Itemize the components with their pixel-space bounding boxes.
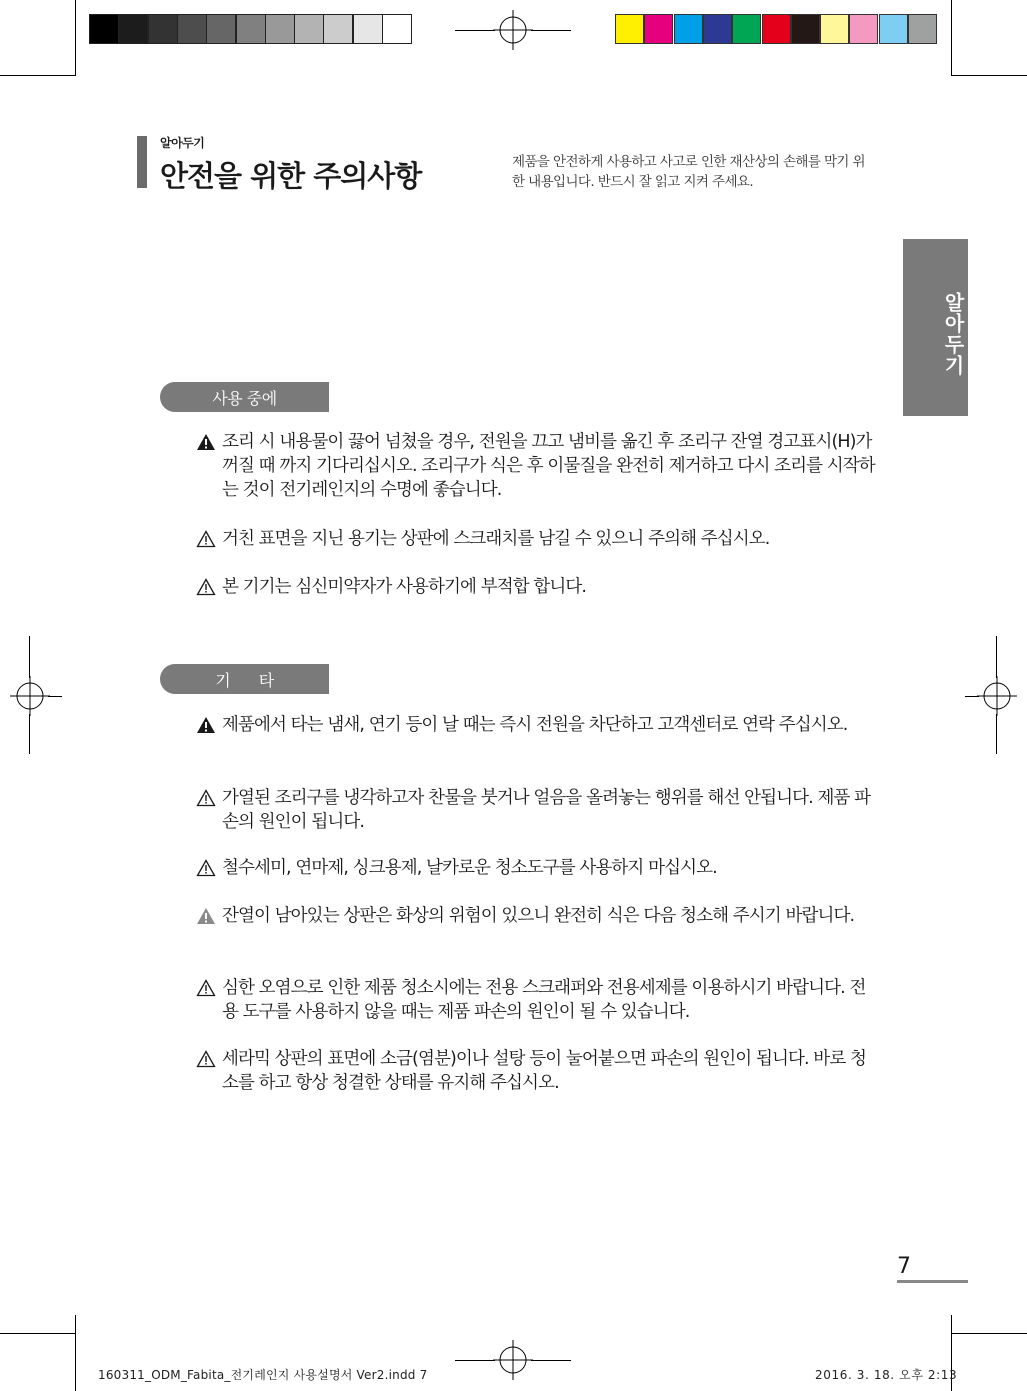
item-text: 제품에서 타는 냄새, 연기 등이 날 때는 즉시 전원을 차단하고 고객센터로 연락 주십시오. [222,715,848,735]
list-item [196,527,876,551]
color-swatch [908,14,937,44]
color-swatch [615,14,644,44]
gray-swatch [323,14,353,44]
header-accent-bar [137,136,147,188]
color-swatch [849,14,878,44]
item-text: 거친 표면을 지닌 용기는 상판에 스크래치를 남길 수 있으니 주의해 주십시오. [222,529,770,549]
page-title: 안전을 위한 주의사항 [160,159,422,193]
color-swatch [879,14,908,44]
list-item [196,575,876,599]
gray-swatch [382,14,412,44]
section-label-in-use: 사용 중에 [160,382,329,412]
warning-outline-icon [196,578,216,596]
section-label-other: 기 타 [160,664,329,694]
color-swatch [791,14,820,44]
print-timestamp: 2016. 3. 18. 오후 2:13 [815,1368,958,1382]
list-item [196,976,876,1024]
item-text: 조리 시 내용물이 끓어 넘쳤을 경우, 전원을 끄고 냄비를 옮긴 후 조리구 잔열 경고표시(H)가 꺼질 때 까지 기다리십시오. 조리구가 식은 후 이물질을 완전히 제거하고 다시 조리를 시작하는 것이 전기레인지의 수명에 좋습니다. [222,432,875,500]
page-number-underline [897,1280,968,1283]
list-item [196,1047,876,1095]
list-item [196,713,876,737]
list-item [196,430,876,502]
warning-filled-icon [196,716,216,734]
side-tab-label: 알아두기 [941,291,965,376]
color-swatch [820,14,849,44]
list-item [196,904,876,928]
item-text: 본 기기는 심신미약자가 사용하기에 부적합 합니다. [222,577,587,597]
color-swatch [732,14,761,44]
item-text: 잔열이 남아있는 상판은 화상의 위험이 있으니 완전히 식은 다음 청소해 주시기 바랍니다. [222,906,855,926]
warning-outline-icon [196,1050,216,1068]
registration-mark-right [977,676,1017,716]
registration-mark-top [493,10,533,50]
gray-swatch [118,14,148,44]
side-tab [903,239,968,416]
gray-swatch [236,14,266,44]
gray-swatch [89,14,119,44]
registration-mark-bottom [493,1340,533,1380]
color-swatch [703,14,732,44]
gray-swatch [353,14,383,44]
item-text: 철수세미, 연마제, 싱크용제, 날카로운 청소도구를 사용하지 마십시오. [222,858,717,878]
gray-swatch [206,14,236,44]
warning-outline-icon [196,789,216,807]
warning-filled-icon [196,433,216,451]
color-swatch [674,14,703,44]
color-swatch [762,14,791,44]
color-swatch [644,14,673,44]
warning-outline-icon [196,859,216,877]
item-text: 가열된 조리구를 냉각하고자 찬물을 붓거나 얼음을 올려놓는 행위를 해선 안됩니다. 제품 파손의 원인이 됩니다. [222,788,871,832]
warning-outline-icon [196,979,216,997]
page-number: 7 [897,1254,911,1279]
gray-swatch [294,14,324,44]
list-item [196,786,876,834]
file-info: 160311_ODM_Fabita_전기레인지 사용설명서 Ver2.indd 7 [98,1368,428,1382]
list-item [196,856,876,880]
registration-mark-left [10,676,50,716]
page-description: 제품을 안전하게 사용하고 사고로 인한 재산상의 손해를 막기 위한 내용입니다. 반드시 잘 읽고 지켜 주세요. [512,154,865,190]
warning-outline-icon [196,530,216,548]
gray-swatch [148,14,178,44]
item-text: 심한 오염으로 인한 제품 청소시에는 전용 스크래퍼와 전용세제를 이용하시기 바랍니다. 전용 도구를 사용하지 않을 때는 제품 파손의 원인이 될 수 있습니다. [222,978,866,1022]
section-category: 알아두기 [160,136,205,150]
warning-gray-icon [196,907,216,925]
gray-swatch [177,14,207,44]
item-text: 세라믹 상판의 표면에 소금(염분)이나 설탕 등이 눌어붙으면 파손의 원인이 됩니다. 바로 청소를 하고 항상 청결한 상태를 유지해 주십시오. [222,1049,866,1093]
gray-swatch [265,14,295,44]
